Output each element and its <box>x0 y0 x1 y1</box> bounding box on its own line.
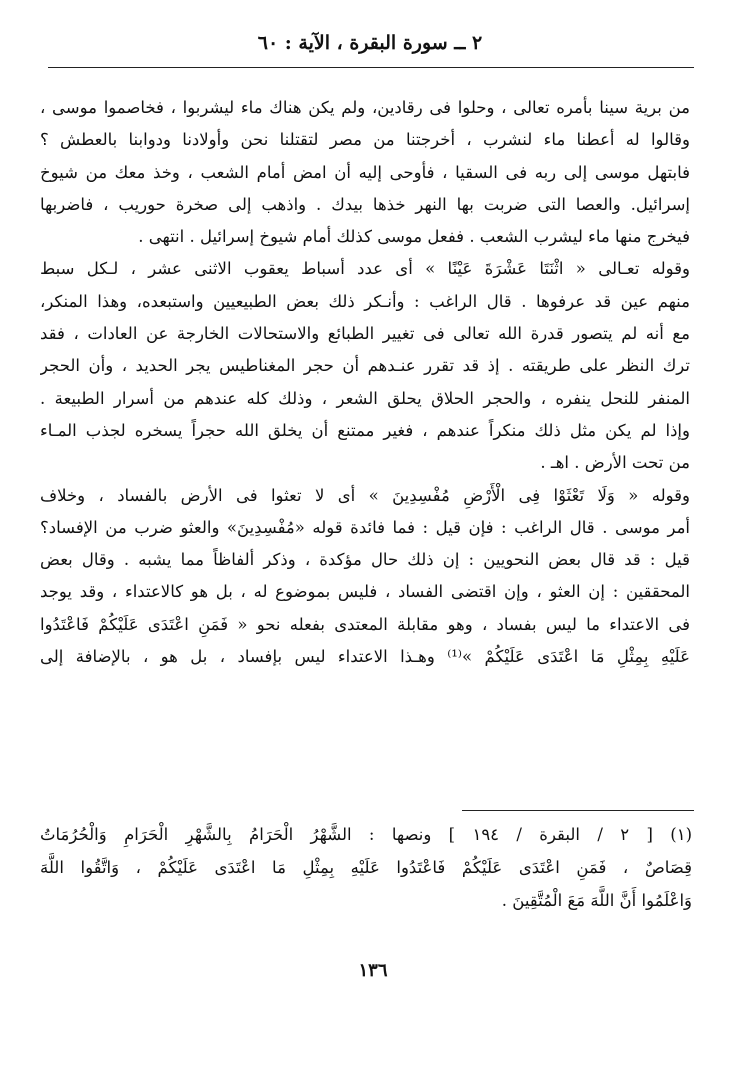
body-line: أمر موسى . قال الراغب : فإن قيل : فما فائدة قوله «مُفْسِدِينَ» والعثو ضرب من الإفساد؟ <box>40 517 690 537</box>
footnote-line: وَاعْلَمُوا أَنَّ اللَّهَ مَعَ الْمُتَّقِينَ . <box>501 891 692 910</box>
body-line: من برية سينا بأمره تعالى ، وحلوا فى رقادين، ولم يكن هناك ماء ليشربوا ، فخاصموا موسى ، <box>40 98 690 117</box>
body-line: ترك النظر على طريقته . إذ قد تقرر عنـدهم أن حجر المغناطيس يجر الحديد ، وأن الحجر <box>40 356 690 376</box>
footnote-rule <box>462 810 694 811</box>
body-line: عَلَيْهِ بِمِثْلِ مَا اعْتَدَى عَلَيْكُمْ »⁽¹⁾ وهـذا الاعتداء ليس بإفساد ، بل هو ، بالإضافة إلى <box>40 647 690 667</box>
body-text <box>40 92 690 673</box>
body-line: منهم عين قد عرفوها . قال الراغب : وأنـكر ذلك بعض الطبيعيين واستبعده، وهذا المنكر، <box>40 291 690 311</box>
body-line: فيخرج منها ماء ليشرب الشعب . ففعل موسى كذلك أمام شيوخ إسرائيل . انتهى . <box>138 227 690 247</box>
body-line: إسرائيل. والعصا التى ضربت بها النهر خذها بيدك . واذهب إلى صخرة حوريب ، فاضربها <box>40 194 690 214</box>
body-line: وقوله « وَلَا تَعْثَوْا فِى الْأَرْضِ مُفْسِدِينَ » أى لا تعثوا فى الأرض بالفساد ، وخلاف <box>40 485 690 505</box>
body-line: فابتهل موسى إلى ربه فى السقيا ، فأوحى إليه أن امض أمام الشعب ، وخذ معك من شيوخ <box>40 162 690 182</box>
body-line: من تحت الأرض . اهـ . <box>540 453 690 473</box>
footnote-line: (١) [ ٢ / البقرة / ١٩٤ ] ونصها : الشَّهْرُ الْحَرَامُ بِالشَّهْرِ الْحَرَامِ وَالْحُرُمَاتُ <box>40 825 692 844</box>
body-line: وقوله تعـالى « اثْنَتَا عَشْرَةَ عَيْنًا » أى عدد أسباط يعقوب الاثنى عشر ، لـكل سبط <box>40 259 690 279</box>
body-line: وإذا لم يكن مثل ذلك منكراً عندهم ، فغير ممتنع أن يخلق الله حجراً يسخره لجذب المـاء <box>40 420 690 440</box>
body-line: وقالوا له أعطنا ماء لنشرب ، أخرجتنا من مصر لتقتلنا نحن وأولادنا ودوابنا بالعطش ؟ <box>40 130 690 150</box>
body-line: قيل : قد قال بعض النحويين : إن ذلك حال مؤكدة ، وذكر ألفاظاً مما يشبه . وقال بعض <box>40 550 690 570</box>
page-number: ١٣٦ <box>358 960 388 981</box>
body-line: المحققين : إن العثو ، وإن اقتضى الفساد ، فليس بموضوع له ، بل هو كالاعتداء ، وقد يوجد <box>40 582 690 602</box>
footnote-line: قِصَاصٌ ، فَمَنِ اعْتَدَى عَلَيْكُمْ فَاعْتَدُوا عَلَيْهِ بِمِثْلِ مَا اعْتَدَى عَلَيْكُمْ ، وَاتَّقُوا اللَّهَ <box>40 858 692 877</box>
body-line: مع أنه لم يتصور قدرة الله تعالى فى تغيير الطبائع والاستحالات الخارجة عن العادات ، فقد <box>40 324 690 344</box>
footnote <box>40 818 692 917</box>
header-rule <box>48 67 694 68</box>
running-head: ٢ ــ سورة البقرة ، الآية : ٦٠ <box>257 32 483 54</box>
body-line: فى الاعتداء ما ليس بفساد ، وهو مقابلة المعتدى بفعله نحو « فَمَنِ اعْتَدَى عَلَيْكُمْ فَاعْتَدُوا <box>40 614 690 634</box>
body-line: المنفر للنحل ينفره ، والحجر الحلاق يحلق الشعر ، وذلك كله عندهم من أسرار الطبيعة . <box>40 388 690 408</box>
